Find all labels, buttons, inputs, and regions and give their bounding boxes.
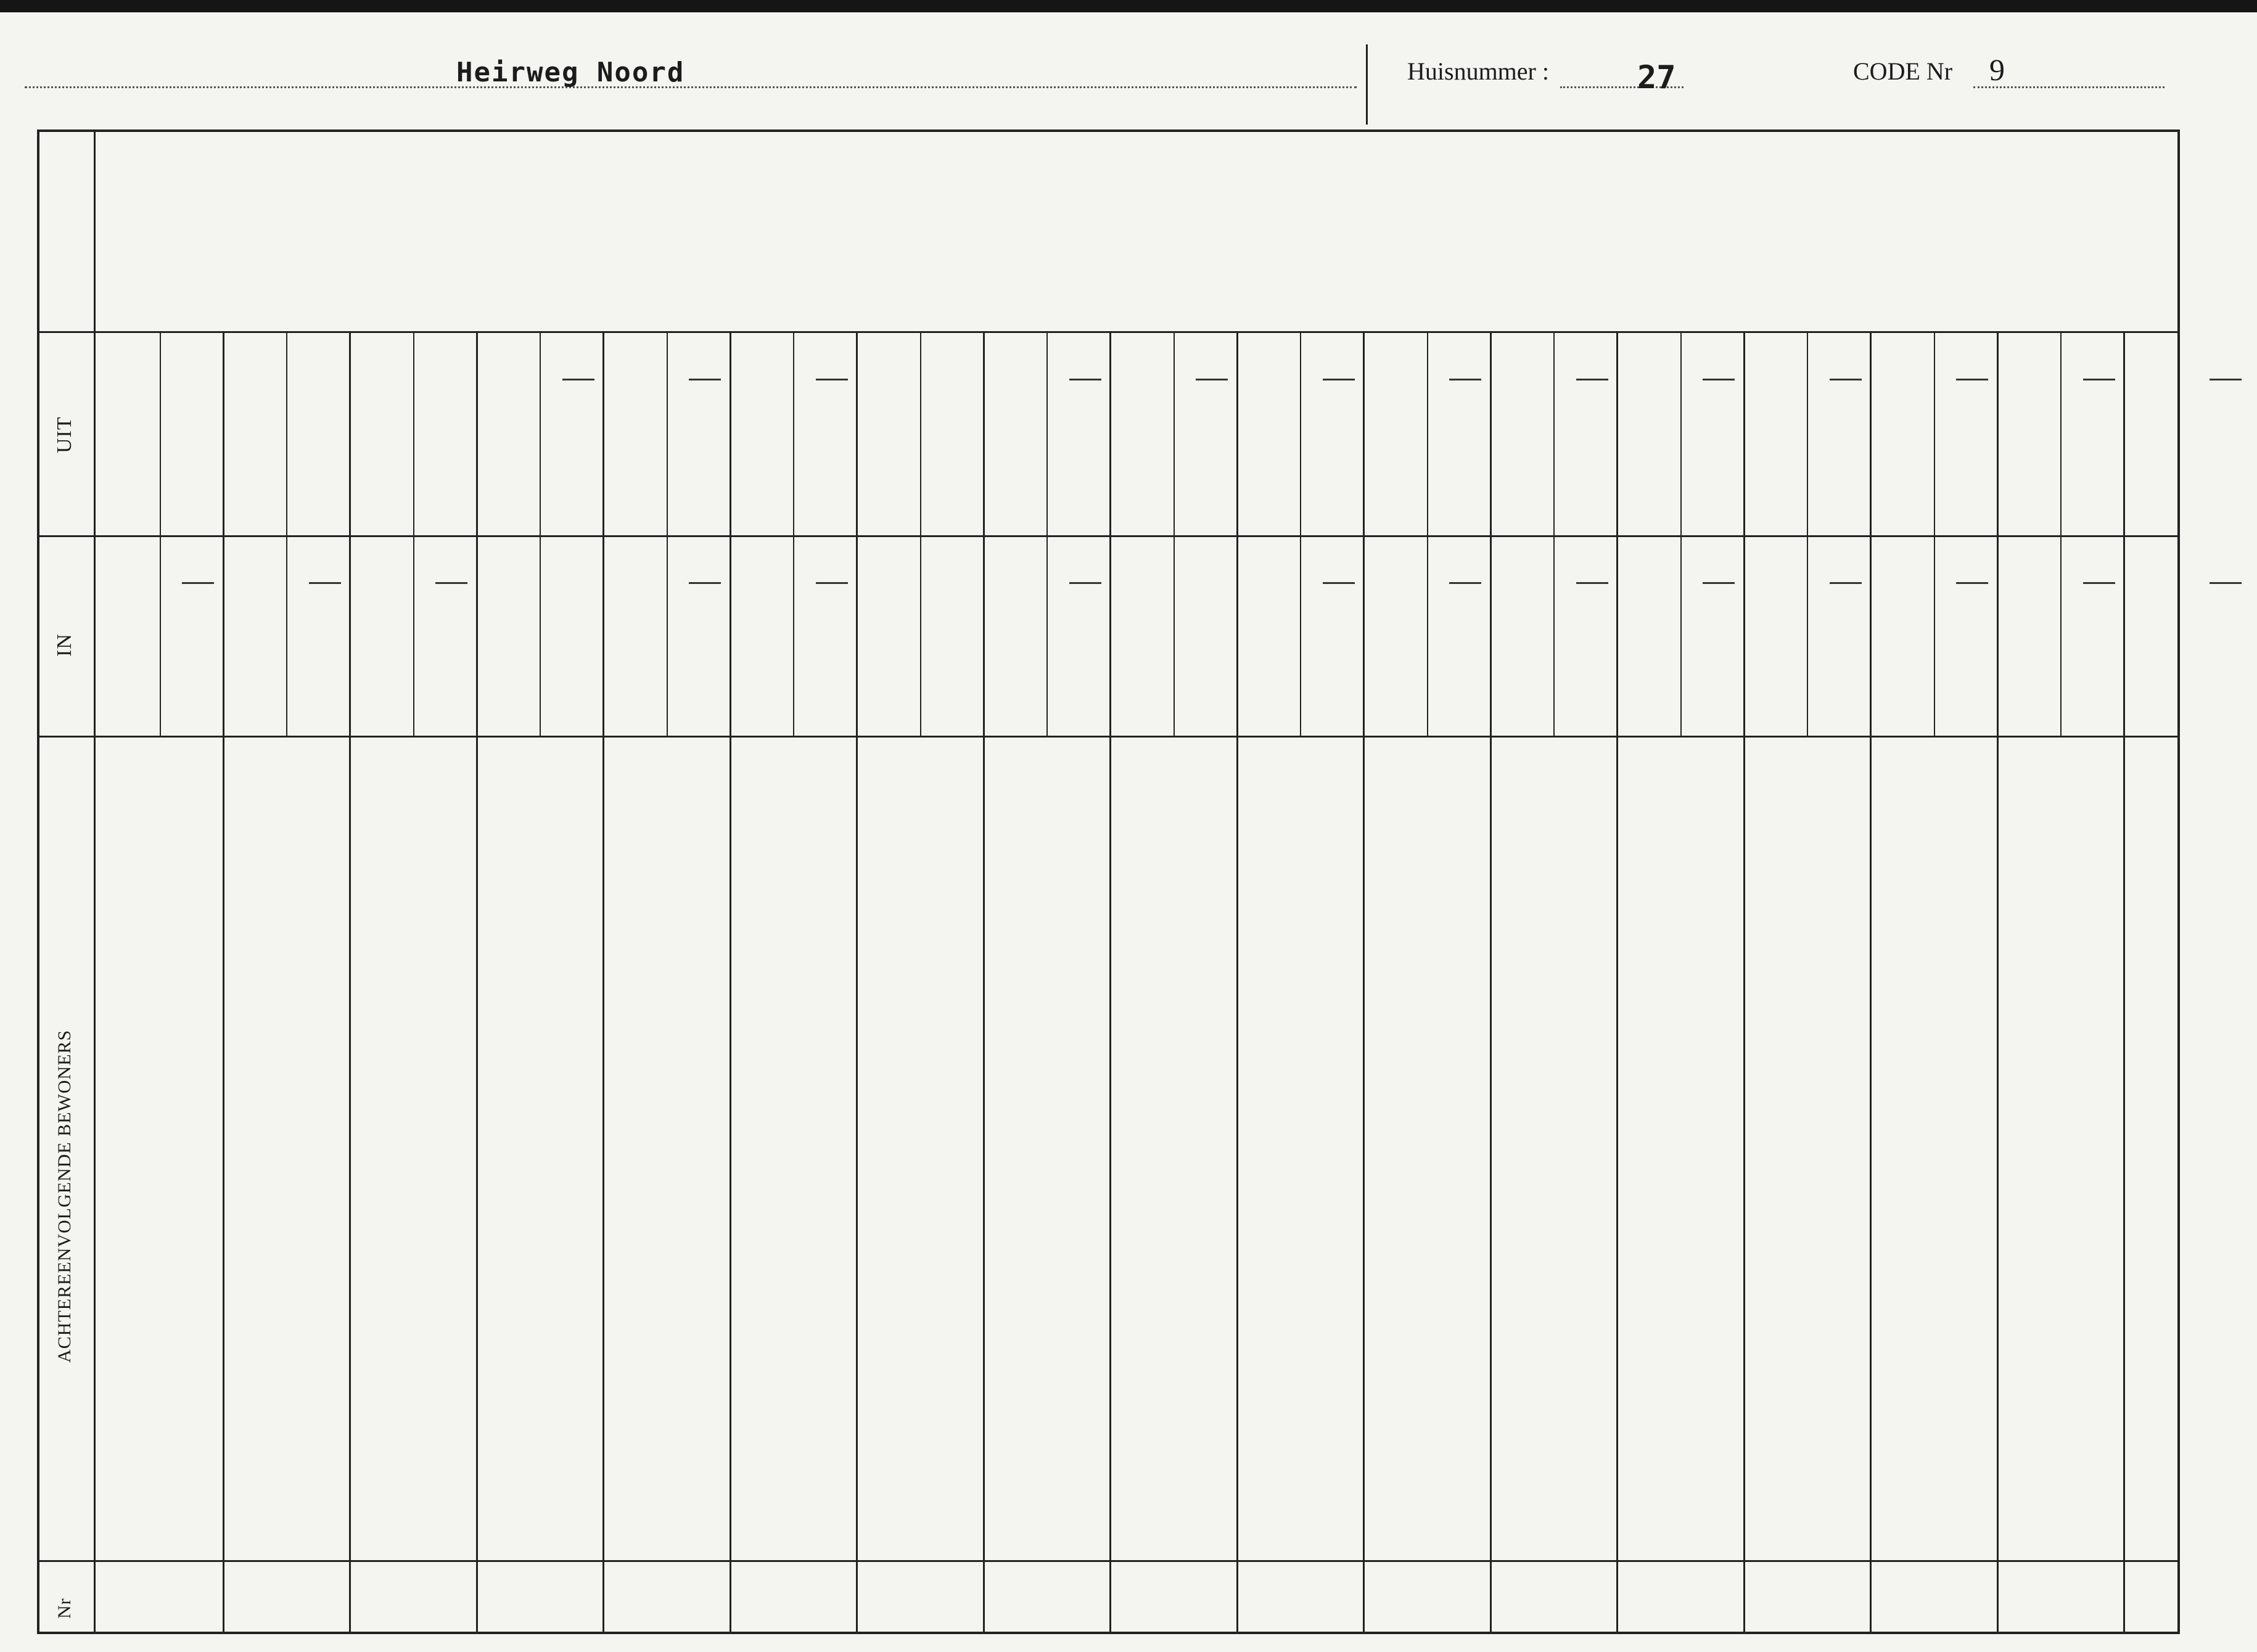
in-date-empty-dash <box>1956 582 1988 584</box>
uit-date-empty-dash <box>562 379 594 380</box>
in-subdivider <box>1934 535 1935 736</box>
code-value: 9 <box>1989 52 2005 87</box>
in-subdivider <box>2060 535 2062 736</box>
in-subdivider <box>1680 535 1682 736</box>
uit-date-empty-dash <box>1069 379 1101 380</box>
uit-subdivider <box>413 331 414 536</box>
in-subdivider <box>540 535 541 736</box>
uit-subdivider <box>1934 331 1935 536</box>
row-divider <box>1870 331 1872 1634</box>
street-dotted-line <box>25 86 1357 88</box>
row-divider <box>1363 331 1365 1634</box>
row-divider <box>349 331 351 1634</box>
uit-subdivider <box>667 331 668 536</box>
uit-date-empty-dash <box>816 379 848 380</box>
row-divider <box>476 331 478 1634</box>
in-subdivider <box>160 535 161 736</box>
in-subdivider <box>1174 535 1175 736</box>
row-divider <box>2123 331 2125 1634</box>
in-subdivider <box>286 535 287 736</box>
uit-date-empty-dash <box>1703 379 1735 380</box>
uit-subdivider <box>540 331 541 536</box>
uit-subdivider <box>1427 331 1428 536</box>
bewoners-top-rule <box>37 736 2180 738</box>
uit-date-empty-dash <box>1196 379 1228 380</box>
in-date-empty-dash <box>2083 582 2115 584</box>
in-subdivider <box>920 535 921 736</box>
uit-subdivider <box>1680 331 1682 536</box>
row-divider <box>223 331 224 1634</box>
in-date-empty-dash <box>1576 582 1608 584</box>
in-top-rule <box>37 535 2180 537</box>
uit-date-empty-dash <box>1830 379 1862 380</box>
scan-top-edge <box>0 0 2257 12</box>
uit-subdivider <box>1553 331 1555 536</box>
uit-subdivider <box>920 331 921 536</box>
in-date-empty-dash <box>435 582 467 584</box>
uit-subdivider <box>2060 331 2062 536</box>
uit-date-empty-dash <box>689 379 721 380</box>
uit-date-empty-dash <box>1323 379 1355 380</box>
in-date-empty-dash <box>1703 582 1735 584</box>
row-divider <box>1616 331 1618 1634</box>
uit-subdivider <box>1300 331 1301 536</box>
street-name: Heirweg Noord <box>456 57 685 88</box>
uit-date-empty-dash <box>1576 379 1608 380</box>
in-subdivider <box>1300 535 1301 736</box>
row-divider <box>1490 331 1492 1634</box>
header-divider <box>1366 44 1368 125</box>
table-bottom-rule <box>37 1632 2180 1634</box>
uit-subdivider <box>1046 331 1048 536</box>
row-divider <box>602 331 604 1634</box>
huisnummer-value: 27 <box>1637 59 1676 96</box>
huisnummer-label: Huisnummer : <box>1407 57 1549 85</box>
in-subdivider <box>1046 535 1048 736</box>
uit-subdivider <box>160 331 161 536</box>
nr-top-rule <box>37 1560 2180 1562</box>
column-header-uit: UIT <box>53 416 76 453</box>
code-label: CODE Nr <box>1853 57 1953 85</box>
in-subdivider <box>413 535 414 736</box>
in-subdivider <box>1427 535 1428 736</box>
row-divider <box>1997 331 1999 1634</box>
uit-subdivider <box>1174 331 1175 536</box>
row-divider <box>1109 331 1111 1634</box>
uit-date-empty-dash <box>1449 379 1481 380</box>
in-subdivider <box>1807 535 1808 736</box>
in-date-empty-dash <box>309 582 341 584</box>
in-date-empty-dash <box>1069 582 1101 584</box>
row-divider <box>983 331 985 1634</box>
uit-date-empty-dash <box>2083 379 2115 380</box>
column-header-in: IN <box>53 633 76 657</box>
in-subdivider <box>793 535 794 736</box>
uit-date-empty-dash <box>1956 379 1988 380</box>
uit-subdivider <box>1807 331 1808 536</box>
in-date-empty-dash <box>816 582 848 584</box>
header-column-rule <box>94 129 96 1634</box>
register-table <box>37 129 2180 1634</box>
uit-date-empty-dash <box>2210 379 2242 380</box>
uit-top-rule <box>37 331 2180 333</box>
in-date-empty-dash <box>1449 582 1481 584</box>
column-header-bewoners: ACHTEREENVOLGENDE BEWONERS <box>54 1029 75 1363</box>
in-subdivider <box>667 535 668 736</box>
row-divider <box>1743 331 1745 1634</box>
uit-subdivider <box>286 331 287 536</box>
uit-subdivider <box>793 331 794 536</box>
column-header-nr: Nr <box>54 1598 75 1619</box>
row-divider <box>730 331 731 1634</box>
row-divider <box>856 331 858 1634</box>
row-divider <box>1236 331 1238 1634</box>
in-date-empty-dash <box>2210 582 2242 584</box>
in-date-empty-dash <box>689 582 721 584</box>
in-date-empty-dash <box>1323 582 1355 584</box>
in-subdivider <box>1553 535 1555 736</box>
in-date-empty-dash <box>182 582 214 584</box>
in-date-empty-dash <box>1830 582 1862 584</box>
